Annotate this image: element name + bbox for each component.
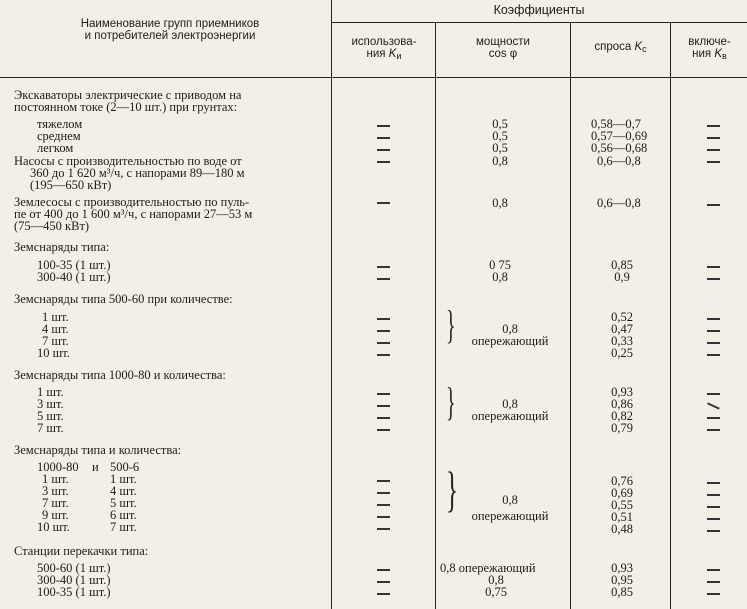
row-label: (75—450 кВт) (14, 219, 90, 233)
cos-value: 0,5 (492, 141, 508, 155)
empty-value-dash (377, 125, 390, 127)
coefficients-header: Коэффициенты (493, 3, 585, 17)
cos-value: 0,8 (492, 270, 508, 284)
row-label: легком (37, 141, 74, 155)
row-label: Экскаваторы электрические с приводом на (14, 88, 242, 102)
demand-value: 0,95 (611, 573, 633, 587)
cos-value: 0,8 (492, 154, 508, 168)
demand-value: 0,85 (611, 258, 633, 272)
empty-value-dash (707, 354, 720, 356)
row-label: 7 шт. (110, 520, 137, 534)
cos-value: 0 75 (489, 258, 511, 272)
empty-value-dash (377, 405, 390, 407)
empty-value-dash (707, 402, 719, 409)
cos-value: 0,8 (502, 397, 518, 411)
cos-value: 0,8 (492, 196, 508, 210)
empty-value-dash (707, 417, 720, 419)
empty-value-dash (707, 581, 720, 583)
empty-value-dash (377, 318, 390, 320)
demand-value: 0,25 (611, 346, 633, 360)
power-header-line2: cos φ (488, 48, 518, 60)
row-label: 10 шт. (37, 520, 70, 534)
demand-value: 0,6—0,8 (597, 196, 641, 210)
section-title: Земснаряды типа и количества: (14, 443, 182, 457)
demand-coefficient-header: спроса $K_с$ (594, 41, 647, 54)
row-label: 1 шт. (42, 310, 69, 324)
column-subheader: 1000-80 (37, 460, 79, 474)
cos-note: опережающий (471, 334, 549, 348)
demand-value: 0,93 (611, 385, 633, 399)
demand-value: 0,6—0,8 (597, 154, 641, 168)
section-title: Земснаряды типа 1000-80 и количества: (14, 368, 226, 382)
empty-value-dash (377, 354, 390, 356)
empty-value-dash (707, 530, 720, 532)
empty-value-dash (377, 593, 390, 595)
empty-value-dash (707, 278, 720, 280)
row-label: 4 шт. (110, 484, 137, 498)
demand-value: 0,76 (611, 474, 633, 488)
switch-header-line2: ния $K_в$ (692, 48, 727, 61)
section-title: Станции перекачки типа: (14, 544, 149, 558)
section-title: Земснаряды типа: (14, 240, 110, 254)
cos-note: опережающий (471, 509, 549, 523)
right-brace-icon: } (446, 302, 456, 347)
row-label: 7 шт. (42, 334, 69, 348)
demand-value: 0,33 (611, 334, 633, 348)
demand-value: 0,51 (611, 510, 633, 524)
row-label: пе от 400 до 1 600 м³/ч, с напорами 27—53 м (14, 207, 253, 221)
empty-value-dash (377, 581, 390, 583)
demand-value: 0,9 (614, 270, 630, 284)
switching-coefficient-header (672, 36, 747, 62)
row-label: 1 шт. (110, 472, 137, 486)
row-label: 3 шт. (37, 397, 64, 411)
empty-value-dash (377, 569, 390, 571)
column-divider (435, 22, 436, 609)
group-name-header-line1: Наименование групп приемников (80, 18, 260, 30)
empty-value-dash (377, 330, 390, 332)
cos-value: 0,8 (502, 493, 518, 507)
empty-value-dash (377, 492, 390, 494)
empty-value-dash (377, 504, 390, 506)
section-title: Земснаряды типа 500-60 при количестве: (14, 292, 233, 306)
demand-value: 0,82 (611, 409, 633, 423)
empty-value-dash (707, 518, 720, 520)
empty-value-dash (707, 593, 720, 595)
row-label: 5 шт. (37, 409, 64, 423)
demand-value: 0,55 (611, 498, 633, 512)
row-label: тяжелом (37, 117, 83, 131)
header-divider (331, 22, 747, 23)
empty-value-dash (377, 417, 390, 419)
empty-value-dash (377, 278, 390, 280)
demand-value: 0,85 (611, 585, 633, 599)
empty-value-dash (377, 266, 390, 268)
demand-value: 0,56—0,68 (591, 141, 648, 155)
usage-header-line2: ния $K_и$ (366, 48, 402, 61)
row-label: 10 шт. (37, 346, 70, 360)
empty-value-dash (377, 528, 390, 530)
empty-value-dash (377, 342, 390, 344)
usage-header-line1: использова- (351, 36, 417, 48)
demand-value: 0,48 (611, 522, 633, 536)
empty-value-dash (707, 318, 720, 320)
cos-value: 0,8 опережающий (440, 561, 536, 575)
demand-value: 0,47 (611, 322, 633, 336)
empty-value-dash (377, 161, 390, 163)
row-label: 6 шт. (110, 508, 137, 522)
group-name-header (20, 18, 320, 42)
empty-value-dash (707, 125, 720, 127)
row-label: 300-40 (1 шт.) (37, 573, 111, 587)
empty-value-dash (707, 569, 720, 571)
power-header-line1: мощности (476, 36, 530, 48)
empty-value-dash (377, 393, 390, 395)
row-label: (195—650 кВт) (30, 178, 112, 192)
empty-value-dash (707, 204, 720, 206)
empty-value-dash (707, 266, 720, 268)
column-subheader: 500-6 (110, 460, 140, 474)
row-label: 100-35 (1 шт.) (37, 585, 111, 599)
row-label: 7 шт. (37, 421, 64, 435)
column-subheader: и (92, 460, 99, 474)
empty-value-dash (707, 393, 720, 395)
row-label: 1 шт. (37, 385, 64, 399)
row-label: 300-40 (1 шт.) (37, 270, 111, 284)
right-brace-icon: } (446, 461, 458, 517)
cos-value: 0,8 (502, 322, 518, 336)
demand-value: 0,52 (611, 310, 633, 324)
empty-value-dash (377, 480, 390, 482)
row-label: Землесосы с производительностью по пуль- (14, 195, 250, 209)
column-divider (670, 22, 671, 609)
empty-value-dash (707, 149, 720, 151)
cos-value: 0,8 (488, 573, 504, 587)
row-label: 1 шт. (42, 472, 69, 486)
empty-value-dash (707, 137, 720, 139)
row-label: 9 шт. (42, 508, 69, 522)
cos-value: 0,5 (492, 129, 508, 143)
row-label: 500-60 (1 шт.) (37, 561, 111, 575)
row-label: среднем (37, 129, 81, 143)
column-divider (570, 22, 571, 609)
empty-value-dash (377, 429, 390, 431)
switch-header-line1: включе- (688, 36, 731, 48)
demand-value: 0,69 (611, 486, 633, 500)
power-factor-header (436, 36, 570, 60)
demand-value: 0,79 (611, 421, 633, 435)
row-label: 3 шт. (42, 484, 69, 498)
column-divider (331, 0, 332, 609)
right-brace-icon: } (446, 379, 456, 424)
demand-value: 0,93 (611, 561, 633, 575)
empty-value-dash (707, 161, 720, 163)
row-label: 360 до 1 620 м³/ч, с напорами 89—180 м (30, 166, 245, 180)
group-name-header-line2: и потребителей электроэнергии (84, 30, 256, 42)
row-label: 5 шт. (110, 496, 137, 510)
empty-value-dash (377, 202, 390, 204)
empty-value-dash (707, 330, 720, 332)
row-label: Насосы с производительностью по воде от (14, 154, 242, 168)
empty-value-dash (377, 516, 390, 518)
header-bottom-rule (0, 77, 747, 78)
demand-value: 0,57—0,69 (591, 129, 648, 143)
cos-value: 0,5 (492, 117, 508, 131)
cos-value: 0,75 (485, 585, 507, 599)
row-label: 4 шт. (42, 322, 69, 336)
demand-value: 0,86 (611, 397, 633, 411)
empty-value-dash (707, 506, 720, 508)
row-label: постоянном токе (2—10 шт.) при грунтах: (14, 100, 238, 114)
row-label: 100-35 (1 шт.) (37, 258, 111, 272)
cos-note: опережающий (471, 409, 549, 423)
empty-value-dash (707, 494, 720, 496)
usage-coefficient-header (336, 36, 432, 62)
empty-value-dash (377, 137, 390, 139)
empty-value-dash (377, 149, 390, 151)
empty-value-dash (707, 429, 720, 431)
demand-value: 0,58—0,7 (591, 117, 641, 131)
empty-value-dash (707, 342, 720, 344)
empty-value-dash (707, 482, 720, 484)
row-label: 7 шт. (42, 496, 69, 510)
